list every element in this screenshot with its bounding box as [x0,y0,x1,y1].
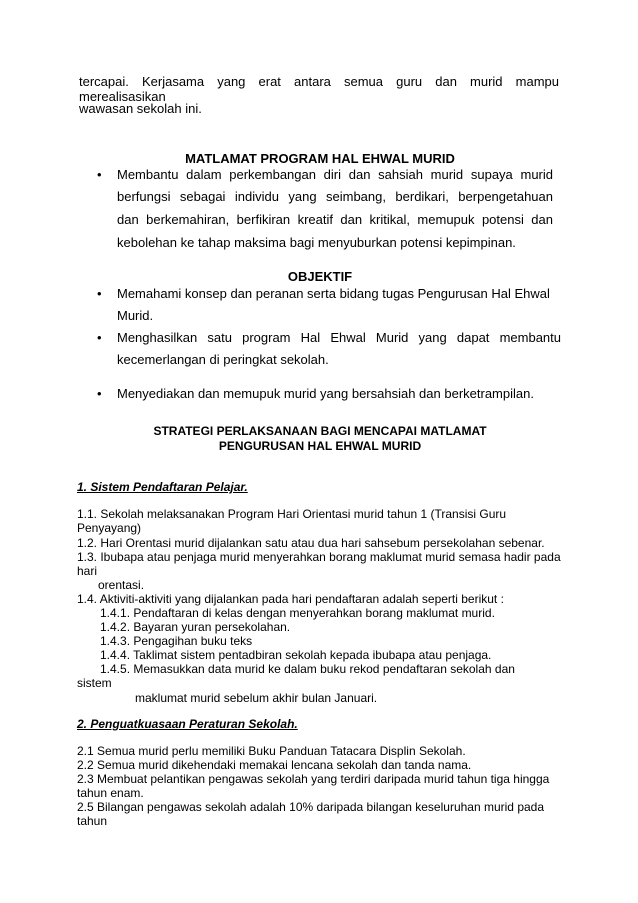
section-1-line: maklumat murid sebelum akhir bulan Januari. [135,691,378,705]
section-1-line: sistem [77,676,112,690]
matlamat-line-1: Membantu dalam perkembangan diri dan sahsiah murid supaya murid [117,167,553,182]
section-1-line: 1.3. Ibubapa atau penjaga murid menyerahkan borang maklumat murid semasa hadir pada [77,550,561,564]
intro-line-2: wawasan sekolah ini. [79,101,202,116]
section-2-title: 2. Penguatkuasaan Peraturan Sekolah. [77,717,298,731]
section-1-line: 1.2. Hari Orentasi murid dijalankan satu atau dua hari sahsebum persekolahan sebenar. [77,536,545,550]
section-2-line: 2.5 Bilangan pengawas sekolah adalah 10% daripada bilangan keseluruhan murid pada [77,800,545,814]
matlamat-bullet: • [97,167,102,182]
matlamat-heading: MATLAMAT PROGRAM HAL EHWAL MURID [185,151,455,166]
objektif-bullet-1: • [97,286,102,301]
matlamat-line-2: berfungsi sebagai individu yang seimbang, berdikari, berpengetahuan [117,189,553,204]
section-1-line: 1.1. Sekolah melaksanakan Program Hari Orientasi murid tahun 1 (Transisi Guru [77,507,507,521]
strategi-heading-line-2: PENGURUSAN HAL EHWAL MURID [218,439,422,453]
objektif-item-3-line-1: Menyediakan dan memupuk murid yang bersahsiah dan berketrampilan. [117,386,534,401]
section-1-subline: 1.4.2. Bayaran yuran persekolahan. [100,620,291,634]
intro-line-1: tercapai. Kerjasama yang erat antara semua guru dan murid mampu merealisasikan [79,74,559,104]
objektif-bullet-2: • [97,330,102,345]
section-2-line: tahun [77,814,108,828]
objektif-heading: OBJEKTIF [287,269,353,284]
section-1-line: 1.4. Aktiviti-aktiviti yang dijalankan pada hari pendaftaran adalah seperti berikut : [77,592,504,606]
section-1-subline: 1.4.4. Taklimat sistem pentadbiran sekolah kepada ibubapa atau penjaga. [100,648,492,662]
objektif-item-1-line-1: Memahami konsep dan peranan serta bidang tugas Pengurusan Hal Ehwal [117,286,550,301]
objektif-bullet-3: • [97,386,102,401]
section-1-subline: 1.4.1. Pendaftaran di kelas dengan menyerahkan borang maklumat murid. [100,606,495,620]
section-2-line: 2.3 Membuat pelantikan pengawas sekolah yang terdiri daripada murid tahun tiga hingga [77,772,550,786]
section-1-title: 1. Sistem Pendaftaran Pelajar. [77,480,248,494]
section-1-line: orentasi. [98,578,145,592]
section-2-line: 2.2 Semua murid dikehendaki memakai lencana sekolah dan tanda nama. [77,758,472,772]
section-1-subline: 1.4.3. Pengagihan buku teks [100,634,253,648]
objektif-item-2-line-2: kecemerlangan di peringkat sekolah. [117,352,329,367]
section-1-line: hari [77,564,98,578]
section-1-subline: 1.4.5. Memasukkan data murid ke dalam buku rekod pendaftaran sekolah dan [100,662,515,676]
section-1-line: Penyayang) [77,521,142,535]
section-2-line: 2.1 Semua murid perlu memiliki Buku Panduan Tatacara Displin Sekolah. [77,744,466,758]
matlamat-line-4: kebolehan ke tahap maksima bagi menyuburkan potensi kepimpinan. [117,235,516,250]
section-2-line: tahun enam. [77,786,144,800]
objektif-item-2-line-1: Menghasilkan satu program Hal Ehwal Murid yang dapat membantu [117,330,561,345]
matlamat-line-3: dan berkemahiran, berfikiran kreatif dan kritikal, memupuk potensi dan [117,212,553,227]
strategi-heading-line-1: STRATEGI PERLAKSANAAN BAGI MENCAPAI MATLAMAT [153,424,487,438]
objektif-item-1-line-2: Murid. [117,308,154,323]
